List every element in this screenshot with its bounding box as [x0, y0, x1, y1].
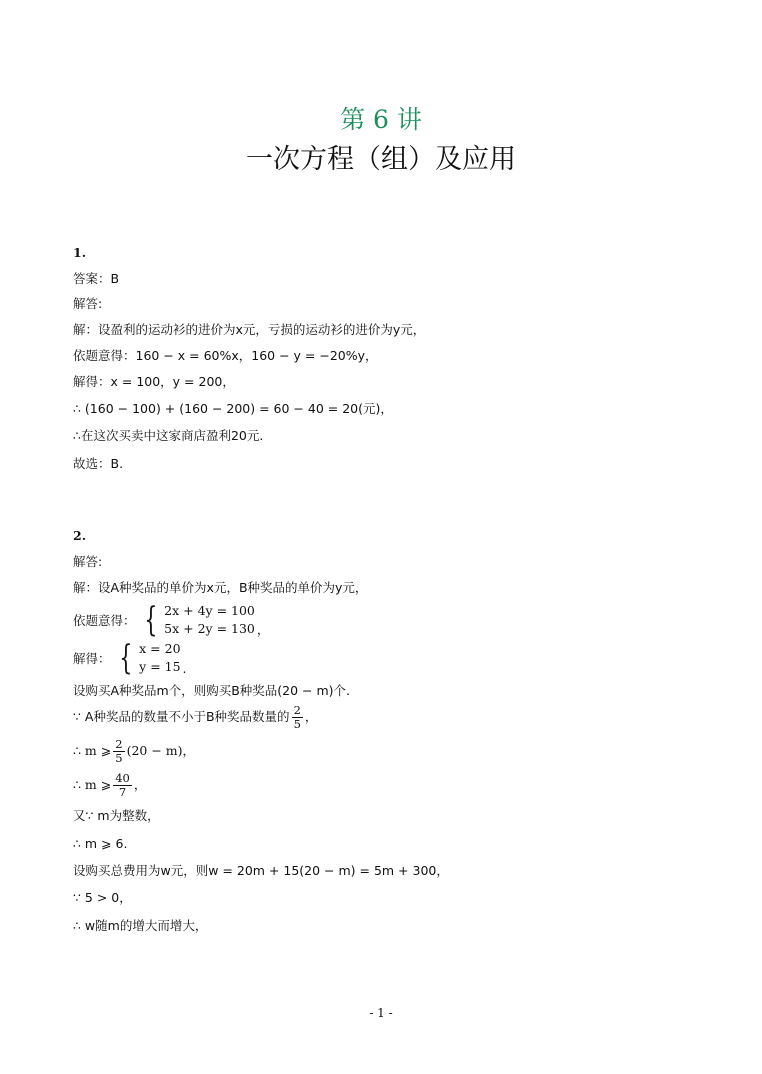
fraction — [292, 704, 303, 731]
left-brace-icon: { — [118, 638, 132, 678]
q1-line-4: ∴ (160 − 100) + (160 − 200) = 60 − 40 = 20(元)， — [73, 401, 393, 416]
system-1-label: 依题意得： — [73, 613, 136, 628]
q2-line-4-tail: (20 − m)， — [126, 743, 195, 758]
q2-line-5 — [73, 772, 146, 799]
page-title: 一次方程（组）及应用 — [246, 144, 516, 175]
q2-line-3-tail: ， — [304, 709, 318, 724]
q2-line-7: ∴ m ⩾ 6. — [73, 836, 128, 851]
system-1-tail: ， — [256, 622, 270, 637]
q2-line-4 — [73, 738, 195, 765]
q2-line-6: 又∵ m为整数， — [73, 808, 160, 823]
q2-line-10: ∴ w随m的增大而增大， — [73, 918, 208, 933]
q2-line-8: 设购买总费用为w元，则w = 20m + 15(20 − m) = 5m + 300， — [73, 863, 449, 878]
q1-line-6: 故选：B. — [73, 456, 124, 471]
lecture-number: 第 6 讲 — [340, 105, 422, 134]
system-2-row-1: x = 20 — [139, 641, 181, 656]
system-2-tail: . — [182, 661, 187, 676]
fraction-denominator: 5 — [115, 751, 123, 765]
fraction-numerator: 2 — [293, 703, 301, 717]
question-number-2: 2. — [73, 528, 87, 543]
q2-line-4-pre: ∴ m ⩾ — [73, 743, 112, 758]
q2-line-5-tail: ， — [133, 777, 147, 792]
system-2-row-2: y = 15 — [139, 659, 181, 674]
fraction-denominator: 5 — [293, 717, 301, 731]
page-number: - 1 - — [369, 1006, 393, 1020]
q1-line-1: 解：设盈利的运动衫的进价为x元，亏损的运动衫的进价为y元， — [73, 322, 426, 337]
system-1-row-1: 2x + 4y = 100 — [164, 603, 255, 618]
fraction-numerator: 40 — [115, 771, 130, 785]
fraction — [113, 772, 132, 799]
fraction — [113, 738, 124, 765]
question-number-1: 1. — [73, 245, 87, 260]
q1-line-3: 解得：x = 100，y = 200， — [73, 374, 235, 389]
q2-line-1: 解：设A种奖品的单价为x元，B种奖品的单价为y元， — [73, 580, 368, 595]
system-2-label: 解得： — [73, 651, 111, 666]
left-brace-icon: { — [143, 600, 157, 640]
system-1-row-2: 5x + 2y = 130 — [164, 621, 255, 636]
equation-system-1 — [73, 602, 269, 638]
q2-line-3 — [73, 704, 317, 731]
q1-line-2: 依题意得：160 − x = 60%x，160 − y = −20%y， — [73, 348, 378, 363]
q1-answer: 答案：B — [73, 271, 120, 286]
q2-line-3-text: ∵ A种奖品的数量不小于B种奖品数量的 — [73, 709, 290, 724]
q2-line-9: ∵ 5 > 0， — [73, 890, 132, 905]
fraction-numerator: 2 — [115, 737, 123, 751]
equation-system-2 — [73, 640, 187, 676]
q1-analysis-label: 解答: — [73, 296, 103, 311]
fraction-denominator: 7 — [118, 785, 127, 799]
q1-line-5: ∴在这次买卖中这家商店盈利20元. — [73, 428, 264, 443]
q2-line-2: 设购买A种奖品m个，则购买B种奖品(20 − m)个. — [73, 683, 351, 698]
q2-line-5-pre: ∴ m ⩾ — [73, 777, 112, 792]
q2-analysis-label: 解答: — [73, 554, 103, 569]
